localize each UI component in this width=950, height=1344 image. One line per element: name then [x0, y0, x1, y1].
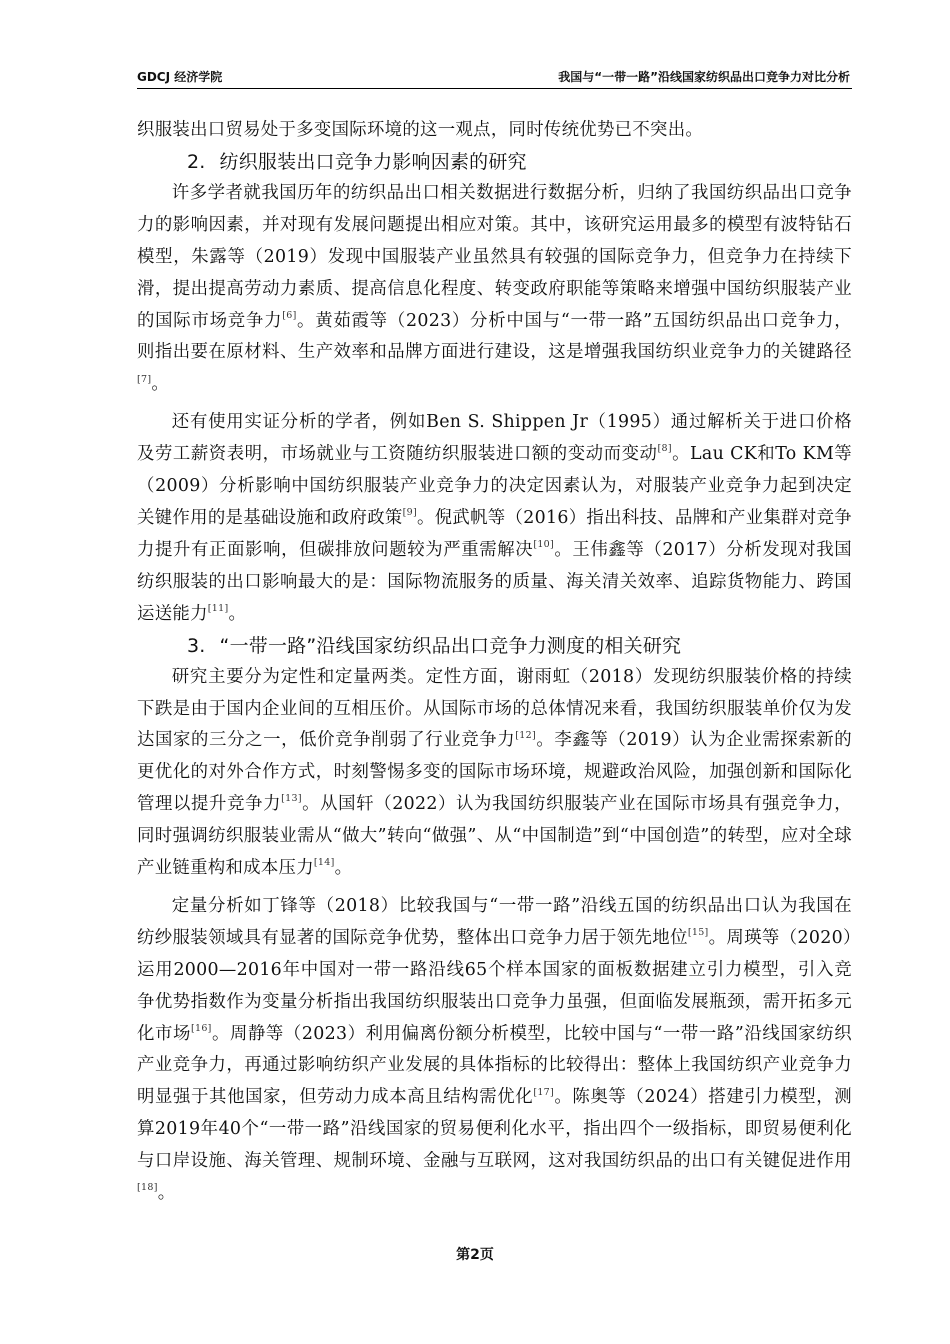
citation[interactable]: [15]	[687, 927, 709, 939]
section-2-paragraph-2: 还有使用实证分析的学者，例如Ben S. Shippen Jr（1995）通过解析关于进口价格及劳工薪资表明，市场就业与工资随纺织服装进口额的变动而变动[8]。Lau CK和To KM等（2009）分析影响中国纺织服装产业竞争力的决定因素认为，对服装产业竞争力起到决定关键作用的是基础设施和政府政策[9]。倪武帆等（2016）指出科技、品牌和产业集群对竞争力提升有正面影响，但碳排放问题较为严重需解决[10]。王伟鑫等（2017）分析发现对我国纺织服装的出口影响最大的是：国际物流服务的质量、海关清关效率、追踪货物能力、跨国运送能力[11]。	[137, 412, 853, 624]
section-title: “一带一路”沿线国家纺织品出口竞争力测度的相关研究	[219, 634, 682, 657]
citation[interactable]: [14]	[313, 857, 335, 869]
citation[interactable]: [16]	[190, 1022, 212, 1034]
citation[interactable]: [8]	[657, 443, 672, 455]
section-title: 纺织服装出口竞争力影响因素的研究	[219, 150, 527, 173]
section-2-paragraph-1: 许多学者就我国历年的纺织品出口相关数据进行数据分析，归纳了我国纺织品出口竞争力的影响因素，并对现有发展问题提出相应对策。其中，该研究运用最多的模型有波特钻石模型，朱露等（2019）发现中国服装产业虽然具有较强的国际竞争力，但竞争力在持续下滑，提出提高劳动力素质、提高信息化程度、转变政府职能等策略来增强中国纺织服装产业的国际市场竞争力[6]。黄茹霞等（2023）分析中国与“一带一路”五国纺织品出口竞争力，则指出要在原材料、生产效率和品牌方面进行建设，这是增强我国纺织业竞争力的关键路径[7]。	[137, 182, 852, 395]
citation[interactable]: [9]	[402, 507, 417, 519]
page-number: 第2页	[456, 1247, 494, 1263]
running-header	[137, 66, 852, 89]
citation[interactable]: [11]	[207, 602, 229, 614]
citation[interactable]: [6]	[282, 309, 297, 321]
header-right: 我国与“一带一路”沿线国家纺织品出口竞争力对比分析	[558, 70, 850, 84]
main-body	[137, 115, 852, 1210]
section-2-heading	[137, 147, 852, 178]
citation[interactable]: [18]	[137, 1182, 158, 1194]
section-3-heading	[137, 631, 852, 662]
intro-paragraph: 织服装出口贸易处于多变国际环境的这一观点，同时传统优势已不突出。	[137, 120, 704, 140]
citation[interactable]: [13]	[281, 793, 302, 805]
section-number: 2.	[187, 150, 206, 173]
section-3-paragraph-1: 研究主要分为定性和定量两类。定性方面，谢雨虹（2018）发现纺织服装价格的持续下跌是由于国内企业间的互相压价。从国际市场的总体情况来看，我国纺织服装单价仅为发达国家的三分之一，低价竞争削弱了行业竞争力[12]。李鑫等（2019）认为企业需探索新的更优化的对外合作方式，时刻警惕多变的国际市场环境，规避政治风险，加强创新和国际化管理以提升竞争力[13]。从国轩（2022）认为我国纺织服装产业在国际市场具有强竞争力，同时强调纺织服装业需从“做大”转向“做强”、从“中国制造”到“中国创造”的转型，应对全球产业链重构和成本压力[14]。	[137, 666, 852, 879]
section-number: 3.	[187, 634, 206, 657]
citation[interactable]: [17]	[533, 1086, 555, 1098]
citation[interactable]: [7]	[137, 373, 152, 385]
citation[interactable]: [12]	[515, 729, 536, 741]
section-3-paragraph-2: 定量分析如丁锋等（2018）比较我国与“一带一路”沿线五国的纺织品出口认为我国在纺纱服装领域具有显著的国际竞争优势，整体出口竞争力居于领先地位[15]。周瑛等（2020）运用2000—2016年中国对一带一路沿线65个样本国家的面板数据建立引力模型，引入竞争优势指数作为变量分析指出我国纺织服装出口竞争力虽强，但面临发展瓶颈，需开拓多元化市场[16]。周静等（2023）利用偏离份额分析模型，比较中国与“一带一路”沿线国家纺织产业竞争力，再通过影响纺织产业发展的具体指标的比较得出：整体上我国纺织产业竞争力明显强于其他国家，但劳动力成本高且结构需优化[17]。陈奥等（2024）搭建引力模型，测算2019年40个“一带一路”沿线国家的贸易便利化水平，指出四个一级指标，即贸易便利化与口岸设施、海关管理、规制环境、金融与互联网，这对我国纺织品的出口有关键促进作用[18]。	[137, 895, 852, 1204]
citation[interactable]: [10]	[533, 539, 555, 551]
header-left: GDCJ 经济学院	[137, 70, 223, 84]
